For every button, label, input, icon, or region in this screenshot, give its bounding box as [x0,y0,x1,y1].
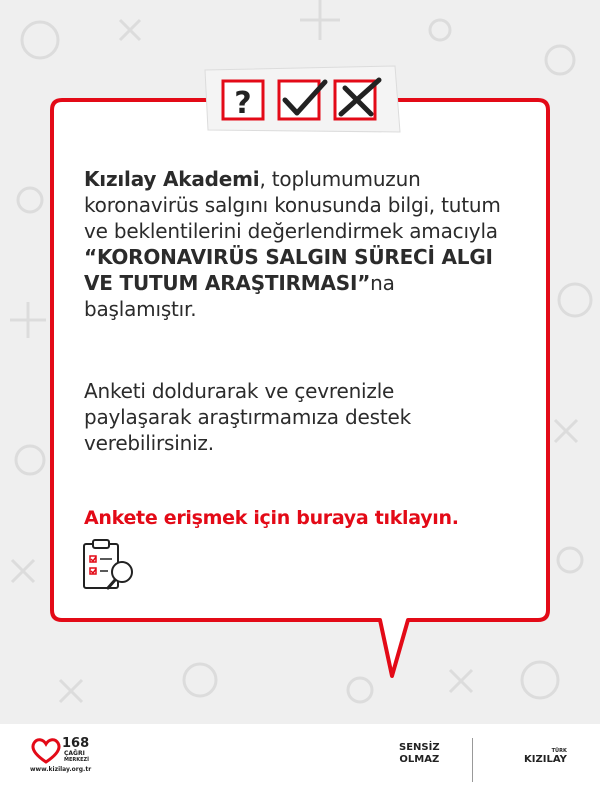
call-center-label2: MERKEZİ [64,757,90,763]
academy-name: Kızılay Akademi [84,167,260,191]
kizilay-logo [524,748,567,765]
footer-divider [472,738,473,782]
call-center-logo [30,738,100,778]
intro-tail: na başlamıştır. [84,271,395,321]
slogan-line1: SENSİZ [399,742,440,753]
support-paragraph: Anketi doldurarak ve çevrenizle paylaşarak araştırmamıza destek verebilirsiniz. [84,379,411,455]
clipboard-magnifier-icon [80,538,140,594]
call-center-number: 168 [62,736,90,751]
heart-icon [30,738,62,764]
brand-name: KIZILAY [524,754,567,765]
header-icons [215,76,385,126]
intro-paragraph [84,166,504,322]
question-box-icon [223,81,263,121]
call-center-label1: ÇAĞRI [64,750,85,757]
slogan-line2: OLMAZ [399,754,440,765]
brand-small: TÜRK [551,748,567,754]
cross-box-icon [335,80,379,119]
question-mark: ? [234,86,252,121]
red-crescent-icon [484,738,524,782]
website-link[interactable]: www.kizilay.org.tr [30,766,92,773]
check-box-icon [279,81,325,119]
survey-link[interactable]: Ankete erişmek için buraya tıklayın. [84,507,459,529]
slogan [399,742,440,766]
intro-text: , toplumumuzun koronavirüs salgını konusunda bilgi, tutum ve beklentilerini değerlendirmek amacıyla [84,167,501,243]
survey-title: “KORONAVIRÜS SALGIN SÜRECİ ALGI VE TUTUM ARAŞTIRMASI” [84,245,493,295]
